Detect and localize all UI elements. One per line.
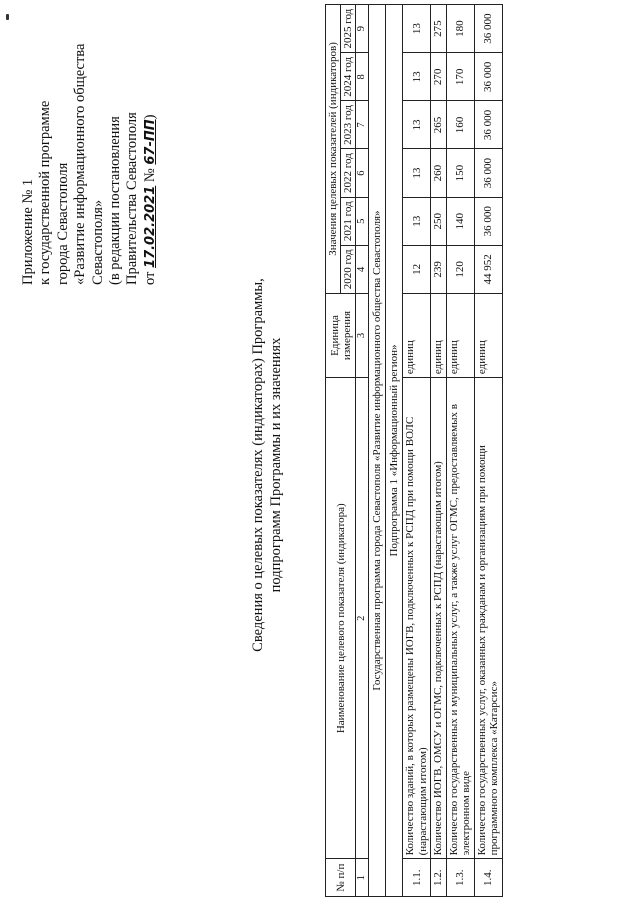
program-title: Государственная программа города Севастополя «Развитие информационного общества Севастополя» [369, 5, 386, 897]
row-name: Количество государственных и муниципальных услуг, а также услуг ОГМС, предоставляемых в электронном виде [446, 378, 474, 859]
number-prefix: № [141, 168, 158, 183]
program-row [369, 5, 386, 897]
row-unit: единиц [446, 293, 474, 377]
row-value: 120 [446, 245, 474, 293]
row-value: 140 [446, 197, 474, 245]
indicators-table [325, 4, 503, 897]
row-value: 160 [446, 101, 474, 149]
row-value: 180 [446, 5, 474, 53]
header-year: 2021 год [341, 197, 356, 245]
row-value: 265 [431, 101, 447, 149]
header-row-1 [326, 5, 341, 897]
index-cell: 9 [356, 5, 369, 53]
header-unit: Единица измерения [326, 293, 356, 377]
appendix-line: Приложение № 1 [20, 178, 36, 285]
table-row [446, 5, 474, 897]
row-unit: единиц [431, 293, 447, 377]
subprogram-row [386, 5, 403, 897]
row-value: 270 [431, 53, 447, 101]
table-row [431, 5, 447, 897]
row-value: 36 000 [474, 5, 502, 53]
appendix-line: Севастополя» [89, 199, 106, 285]
header-num: № п/п [326, 859, 356, 897]
row-value: 13 [403, 5, 431, 53]
index-cell: 7 [356, 101, 369, 149]
appendix-block [20, 15, 159, 285]
handwritten-date: 17.02.2021 [142, 185, 158, 268]
row-name: Количество ИОГВ, ОМСУ и ОГМС, подключенных к РСПД (нарастающим итогом) [431, 378, 447, 859]
row-num: 1.1. [403, 859, 431, 897]
column-index-row [356, 5, 369, 897]
row-value: 13 [403, 101, 431, 149]
appendix-line: города Севастополя [54, 162, 71, 285]
row-name: Количество государственных услуг, оказанных гражданам и организациям при помощи программного комплекса «Катарсис» [474, 378, 502, 859]
row-value: 36 000 [474, 101, 502, 149]
index-cell: 1 [356, 859, 369, 897]
row-num: 1.3. [446, 859, 474, 897]
subprogram-title: Подпрограмма 1 «Информационный регион» [386, 5, 403, 897]
header-year: 2023 год [341, 101, 356, 149]
appendix-date-line: от 17.02.2021 № 67-ПП) [141, 114, 158, 285]
header-year: 2024 год [341, 53, 356, 101]
handwritten-number: 67-ПП [142, 119, 158, 165]
row-value: 36 000 [474, 197, 502, 245]
row-value: 13 [403, 53, 431, 101]
appendix-line: Правительства Севастополя [124, 112, 141, 285]
row-value: 44 952 [474, 245, 502, 293]
index-cell: 3 [356, 293, 369, 377]
row-value: 170 [446, 53, 474, 101]
index-cell: 6 [356, 149, 369, 197]
row-name: Количество зданий, в которых размещены ИОГВ, подключенных к РСПД при помощи ВОЛС (нарастающим итогом) [403, 378, 431, 859]
row-value: 239 [431, 245, 447, 293]
row-value: 13 [403, 149, 431, 197]
appendix-line: к государственной программе [37, 100, 54, 285]
document-title [250, 255, 285, 675]
row-unit: единиц [474, 293, 502, 377]
row-num: 1.4. [474, 859, 502, 897]
row-value: 275 [431, 5, 447, 53]
index-cell: 2 [356, 378, 369, 859]
index-cell: 5 [356, 197, 369, 245]
row-value: 13 [403, 197, 431, 245]
index-cell: 4 [356, 245, 369, 293]
row-value: 150 [446, 149, 474, 197]
table-row [474, 5, 502, 897]
appendix-line: «Развитие информационного общества [72, 43, 89, 285]
index-cell: 8 [356, 53, 369, 101]
row-value: 36 000 [474, 149, 502, 197]
row-value: 12 [403, 245, 431, 293]
title-line-2: подпрограмм Программы и их значениях [267, 337, 284, 593]
row-value: 36 000 [474, 53, 502, 101]
row-value: 250 [431, 197, 447, 245]
table-row [403, 5, 431, 897]
row-num: 1.2. [431, 859, 447, 897]
date-prefix: от [141, 271, 158, 285]
row-unit: единиц [403, 293, 431, 377]
header-year: 2020 год [341, 245, 356, 293]
header-year: 2025 год [341, 5, 356, 53]
header-values-group: Значения целевых показателей (индикаторов) [326, 5, 341, 294]
header-name: Наименование целевого показателя (индикатора) [326, 378, 356, 859]
row-value: 260 [431, 149, 447, 197]
appendix-line: (в редакции постановления [107, 116, 124, 285]
header-year: 2022 год [341, 149, 356, 197]
title-line-1: Сведения о целевых показателях (индикаторах) Программы, [250, 278, 266, 652]
